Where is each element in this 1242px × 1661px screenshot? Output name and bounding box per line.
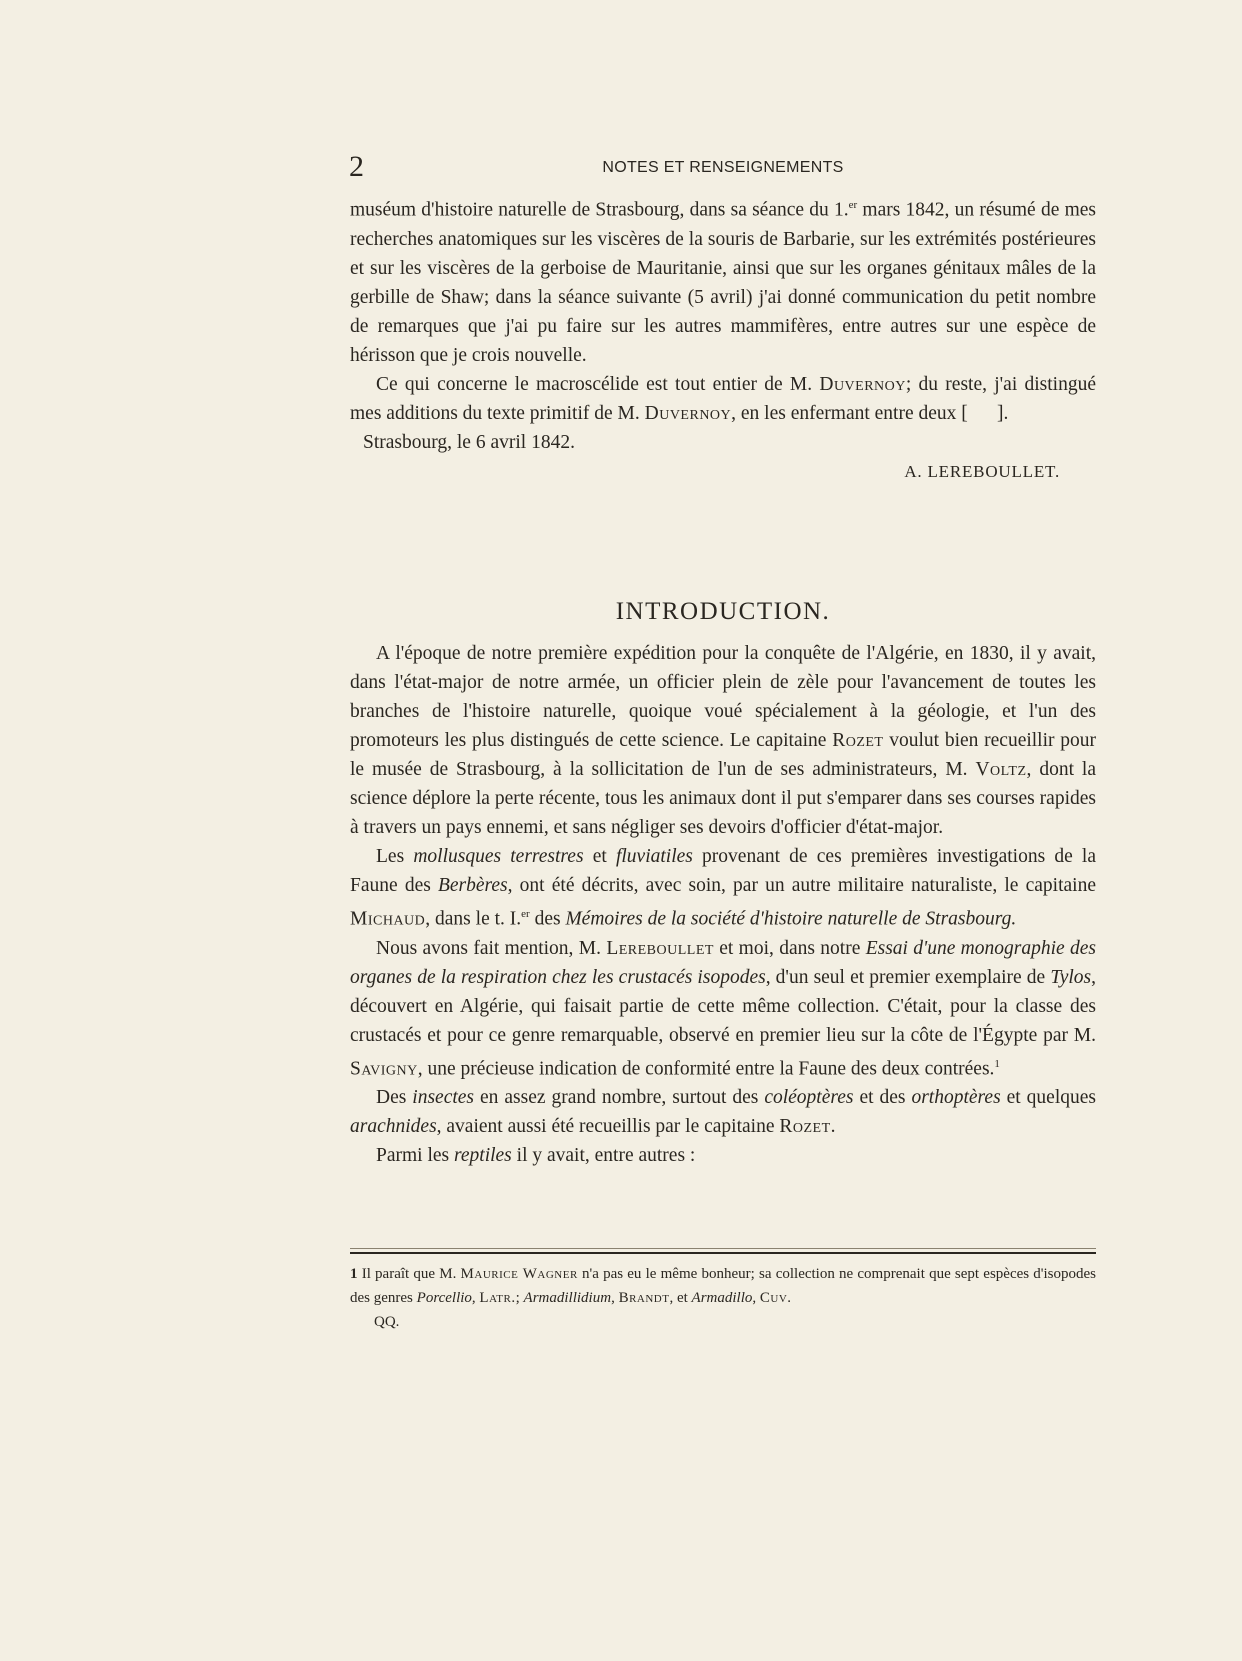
author-abbrev: Latr. xyxy=(479,1290,516,1306)
text-run: , découvert en Algérie, qui faisait partie de cette même collection. C'était, pour la classe des crustacés et pour ce genre remarquable, observé en premier lieu sur la côte de l'Égypte par M. xyxy=(350,966,1096,1046)
text-run: et des xyxy=(853,1087,912,1108)
italic-term: arachnides xyxy=(350,1116,437,1137)
text-run: et moi, dans notre xyxy=(713,937,866,959)
text-run: Il paraît que M. xyxy=(357,1266,461,1282)
text-run: , et xyxy=(669,1290,692,1306)
italic-term: coléoptères xyxy=(764,1087,854,1108)
person-name: Voltz xyxy=(975,759,1027,780)
signature: A. LEREBOULLET. xyxy=(904,461,1060,481)
text-run: ; du reste, j'ai distingué mes additions du texte primitif de M. xyxy=(350,373,1096,424)
italic-term: Tylos xyxy=(1050,966,1092,988)
italic-title: Mémoires de la société d'histoire naturelle de Strasbourg. xyxy=(565,908,1017,930)
person-name: Rozet xyxy=(779,1116,831,1137)
genus-name: Armadillidium xyxy=(523,1290,612,1306)
text-run: muséum d'histoire naturelle de Strasbourg, dans sa séance du 1. xyxy=(350,199,849,221)
footnote-number: 1 xyxy=(350,1266,358,1282)
text-run: , dans le t. I. xyxy=(425,908,522,930)
text-run: Parmi les xyxy=(376,1145,454,1166)
footnote-divider-thick xyxy=(350,1252,1096,1254)
signature-mark: QQ. xyxy=(374,1314,400,1330)
genus-name: Porcellio xyxy=(416,1290,472,1306)
intro-paragraph-5 xyxy=(350,1141,1096,1170)
author-abbrev: Brandt xyxy=(618,1290,670,1306)
italic-term: fluviatiles xyxy=(615,846,693,867)
text-run: Des xyxy=(376,1087,413,1108)
text-run: en assez grand nombre, surtout des xyxy=(474,1087,765,1108)
person-name: Lereboullet xyxy=(606,937,714,959)
genus-name: Armadillo xyxy=(691,1290,753,1306)
text-run: mars 1842, un résumé de mes recherches anatomiques sur les viscères de la souris de Barbarie, sur les extrémités postérieures et sur les viscères de la gerboise de Mauritanie, ainsi que sur les organes génitaux mâles de la gerbille de Shaw; dans la séance suivante (5 avril) j'ai donné communication du petit nombre de remarques que j'ai pu faire sur les autres mammifères, entre autres sur une espèce de hérisson que je crois nouvelle. xyxy=(350,199,1096,366)
running-head: NOTES ET RENSEIGNEMENTS xyxy=(602,159,844,176)
author-name: Duvernoy xyxy=(644,402,732,424)
intro-paragraph-3 xyxy=(350,934,1096,1084)
text-run: , xyxy=(471,1290,480,1306)
notes-paragraph-1 xyxy=(350,191,1096,370)
person-name: Savigny xyxy=(350,1058,418,1079)
superscript: er xyxy=(521,908,530,920)
page-header xyxy=(349,150,1097,184)
text-run: et xyxy=(583,846,616,867)
text-run: n'a pas eu le même bonheur; sa collection ne comprenait que sept espèces d'isopodes des genres xyxy=(350,1266,1096,1306)
text-run: , d'un seul et premier exemplaire de xyxy=(765,966,1051,988)
italic-title: Essai d'une monographie des organes de la respiration chez les crustacés isopodes xyxy=(350,937,1096,988)
text-run: voulut bien recueillir pour le musée de Strasbourg, à la sollicitation de l'un de ses administrateurs, M. xyxy=(350,730,1096,780)
text-run: , en les enfermant entre deux [ ]. xyxy=(731,402,1009,424)
italic-term: reptiles xyxy=(454,1145,512,1166)
footnote xyxy=(350,1262,1096,1334)
page-number: 2 xyxy=(349,150,364,183)
italic-term: mollusques terrestres xyxy=(413,846,584,867)
text-run: . xyxy=(830,1116,836,1137)
intro-paragraph-2 xyxy=(350,842,1096,934)
introduction-body xyxy=(350,639,1096,1170)
intro-paragraph-4 xyxy=(350,1083,1096,1141)
text-run: et quelques xyxy=(1000,1087,1096,1108)
person-name: Maurice Wagner xyxy=(460,1266,578,1282)
place-date: Strasbourg, le 6 avril 1842. xyxy=(363,431,575,453)
footnote-divider-thin xyxy=(350,1248,1096,1249)
text-run: il y avait, entre autres : xyxy=(511,1145,696,1166)
text-run: Ce qui concerne le macroscélide est tout entier de M. xyxy=(376,373,820,395)
footnote-marker: 1 xyxy=(994,1057,1000,1070)
text-run: des xyxy=(529,908,566,930)
notes-paragraph-2 xyxy=(350,370,1096,428)
italic-term: Berbères xyxy=(437,875,508,896)
text-run: A l'époque de notre première expédition pour la conquête de l'Algérie, en 1830, il y avait, dans l'état-major de notre armée, un officier plein de zèle pour l'avancement de toutes les branches de l'histoire naturelle, quoique voué spécialement à la géologie, et l'un des promoteurs les plus distingués de cette science. Le capitaine xyxy=(350,643,1096,751)
notes-section xyxy=(350,191,1096,486)
italic-term: insectes xyxy=(412,1087,475,1108)
text-run: , avaient aussi été recueillis par le capitaine xyxy=(436,1116,780,1137)
text-run: , xyxy=(752,1290,760,1306)
text-run: , une précieuse indication de conformité entre la Faune des deux contrées. xyxy=(417,1058,995,1079)
section-heading: INTRODUCTION. xyxy=(615,598,831,625)
text-run: , dont la science déplore la perte récente, tous les animaux dont il put s'emparer dans ses courses rapides à travers un pays ennemi, et sans négliger ses devoirs d'officier d'état-major. xyxy=(350,759,1096,838)
intro-paragraph-1 xyxy=(350,639,1096,842)
superscript: er xyxy=(848,199,858,211)
text-run: provenant de ces premières investigations de la Faune des xyxy=(350,846,1097,896)
person-name: Michaud xyxy=(350,908,426,930)
text-run: Nous avons fait mention, M. xyxy=(376,937,607,959)
footnote-text xyxy=(350,1262,1096,1310)
author-abbrev: Cuv. xyxy=(759,1290,792,1306)
author-name: Duvernoy xyxy=(819,373,906,395)
text-run: Les xyxy=(376,846,414,867)
text-run: ; xyxy=(515,1290,524,1306)
person-name: Rozet xyxy=(832,730,884,751)
text-run: , ont été décrits, avec soin, par un autre militaire naturaliste, le capitaine xyxy=(507,875,1096,896)
italic-term: orthoptères xyxy=(911,1087,1001,1108)
text-run: , xyxy=(611,1290,619,1306)
